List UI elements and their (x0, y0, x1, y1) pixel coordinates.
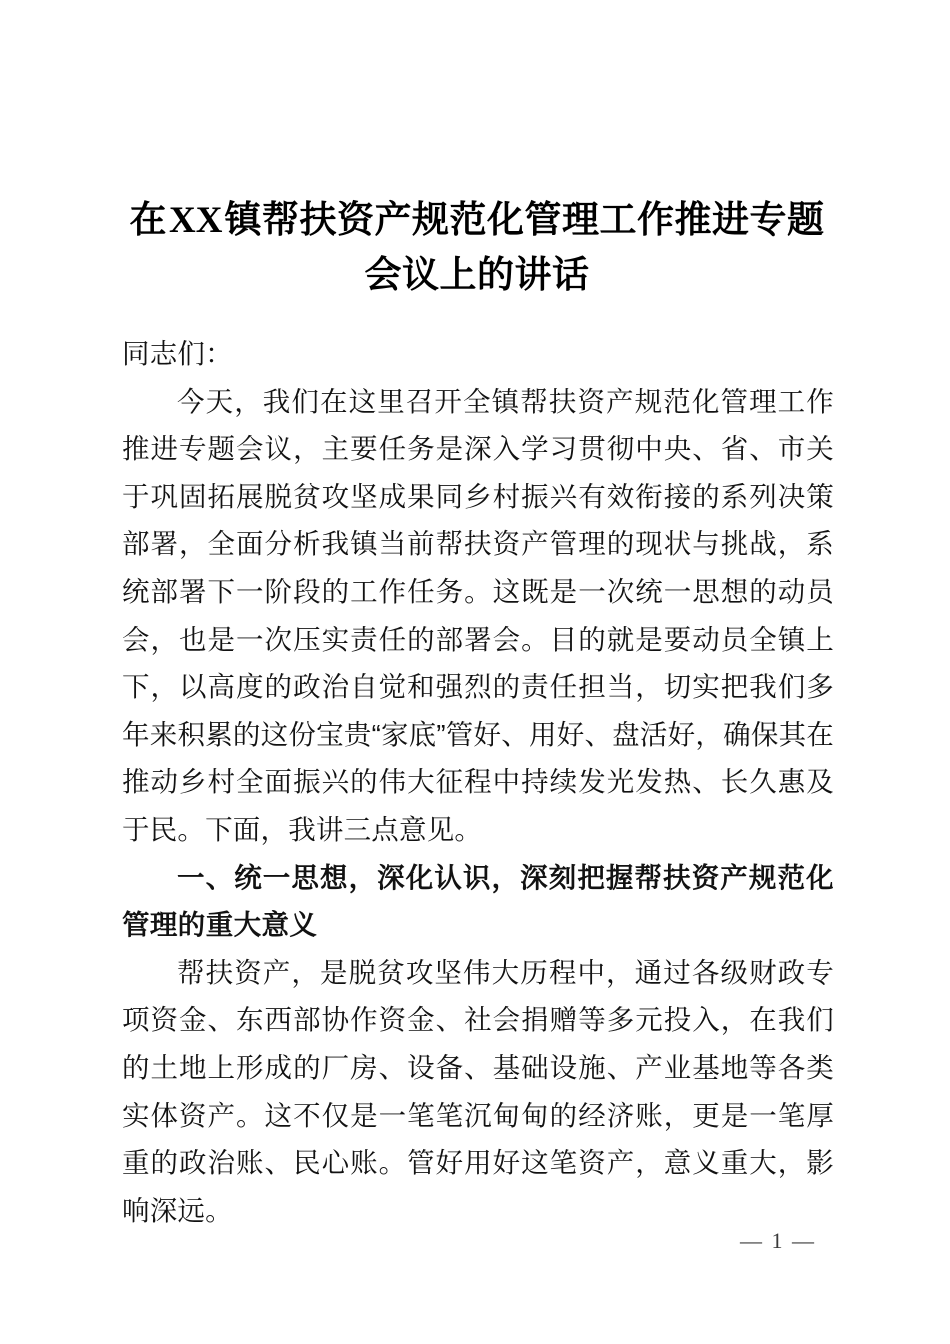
paragraph-intro: 今天，我们在这里召开全镇帮扶资产规范化管理工作推进专题会议，主要任务是深入学习贯彻中央、省、市关于巩固拓展脱贫攻坚成果同乡村振兴有效衔接的系列决策部署，全面分析我镇当前帮扶资产管理的现状与挑战，系统部署下一阶段的工作任务。这既是一次统一思想的动员会，也是一次压实责任的部署会。目的就是要动员全镇上下，以高度的政治自觉和强烈的责任担当，切实把我们多年来积累的这份宝贵“家底”管好、用好、盘活好，确保其在推动乡村全面振兴的伟大征程中持续发光发热、长久惠及于民。下面，我讲三点意见。 (122, 385, 834, 845)
page-title-prefix: 在 (129, 198, 168, 240)
salutation: 同志们： (122, 338, 233, 369)
section-heading-1: 一、统一思想，深化认识，深刻把握帮扶资产规范化管理的重大意义 (122, 861, 834, 941)
page-title (122, 193, 832, 302)
page-number-footer: — 1 — (740, 1228, 816, 1253)
page-title-suffix: 镇帮扶资产规范化管理工作推进专题会 (224, 198, 825, 295)
document-body (122, 330, 834, 1234)
paragraph-section-1-body: 帮扶资产，是脱贫攻坚伟大历程中，通过各级财政专项资金、东西部协作资金、社会捐赠等多元投入，在我们的土地上形成的厂房、设备、基础设施、产业基地等各类实体资产。这不仅是一笔笔沉甸甸的经济账，更是一笔厚重的政治账、民心账。管好用好这笔资产，意义重大，影响深远。 (122, 956, 834, 1226)
page-title-line2: 议上的讲话 (402, 253, 590, 295)
page-title-latin-placeholder: XX (169, 199, 223, 241)
